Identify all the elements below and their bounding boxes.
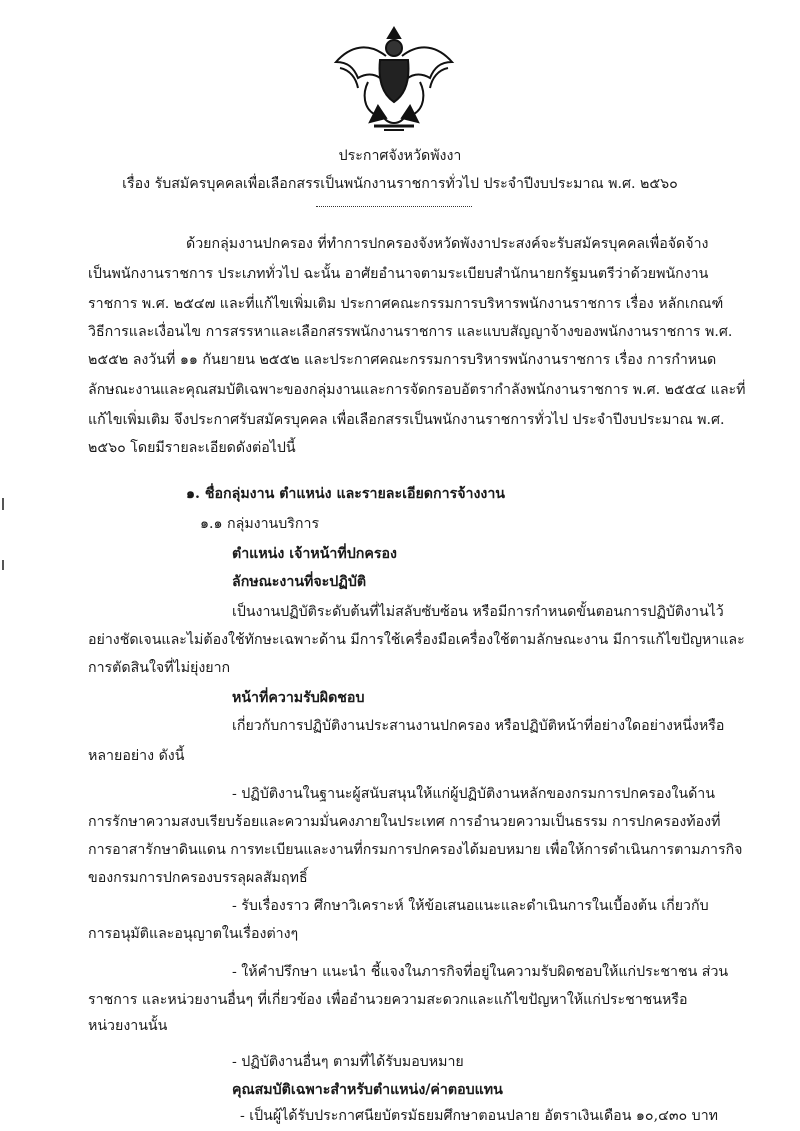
intro-line: ๒๕๖๐ โดยมีรายละเอียดดังต่อไปนี้: [88, 440, 296, 456]
duty-item-line: - ปฏิบัติงานในฐานะผู้สนับสนุนให้แก่ผู้ปฏิบัติงานหลักของกรมการปกครองในด้าน: [232, 786, 715, 802]
position-title: ตำแหน่ง เจ้าหน้าที่ปกครอง: [232, 546, 397, 562]
scan-edge-mark: [2, 560, 4, 570]
duty-item-line: การรักษาความสงบเรียบร้อยและความมั่นคงภายในประเทศ การอำนวยความเป็นธรรม การปกครองท้องที่: [88, 814, 721, 830]
qualification-heading: คุณสมบัติเฉพาะสำหรับตำแหน่ง/ค่าตอบแทน: [232, 1082, 503, 1098]
intro-line: แก้ไขเพิ่มเติม จึงประกาศรับสมัครบุคคล เพื่อเลือกสรรเป็นพนักงานราชการทั่วไป ประจำปีงบประมาณ พ.ศ.: [88, 412, 725, 428]
duties-intro-line: หลายอย่าง ดังนี้: [88, 748, 185, 764]
subsection-heading: ๑.๑ กลุ่มงานบริการ: [200, 516, 320, 532]
document-title: ประกาศจังหวัดพังงา: [338, 148, 462, 164]
duty-item-line: - ปฏิบัติงานอื่นๆ ตามที่ได้รับมอบหมาย: [232, 1054, 464, 1070]
intro-line: เป็นพนักงานราชการ ประเภททั่วไป ฉะนั้น อาศัยอำนาจตามระเบียบสำนักนายกรัฐมนตรีว่าด้วยพนักงาน: [88, 266, 709, 282]
intro-line: ราชการ พ.ศ. ๒๕๔๗ และที่แก้ไขเพิ่มเติม ประกาศคณะกรรมการบริหารพนักงานราชการ เรื่อง หลักเกณฑ์: [88, 296, 724, 312]
duty-item-line: การอาสารักษาดินแดน การทะเบียนและงานที่กรมการปกครองได้มอบหมาย เพื่อให้การดำเนินการตามภารกิจ: [88, 842, 743, 858]
duties-intro-line: เกี่ยวกับการปฏิบัติงานประสานงานปกครอง หรือปฏิบัติหน้าที่อย่างใดอย่างหนึ่งหรือ: [232, 718, 725, 734]
duty-item-line: - รับเรื่องราว ศึกษาวิเคราะห์ ให้ข้อเสนอแนะและดำเนินการในเบื้องต้น เกี่ยวกับ: [232, 898, 709, 914]
intro-line: วิธีการและเงื่อนไข การสรรหาและเลือกสรรพนักงานราชการ และแบบสัญญาจ้างของพนักงานราชการ พ.ศ.: [88, 324, 733, 340]
work-nature-line: เป็นงานปฏิบัติระดับต้นที่ไม่สลับซับซ้อน หรือมีการกำหนดขั้นตอนการปฏิบัติงานไว้: [232, 604, 724, 620]
qualification-line: - เป็นผู้ได้รับประกาศนียบัตรมัธยมศึกษาตอนปลาย อัตราเงินเดือน ๑๐,๔๓๐ บาท: [240, 1108, 719, 1124]
work-nature-line: อย่างชัดเจนและไม่ต้องใช้ทักษะเฉพาะด้าน มีการใช้เครื่องมือเครื่องใช้ตามลักษณะงาน มีการแก้ไขปัญหาและ: [88, 632, 745, 648]
duty-item-line: หน่วยงานนั้น: [88, 1018, 168, 1034]
document-subject: เรื่อง รับสมัครบุคคลเพื่อเลือกสรรเป็นพนักงานราชการทั่วไป ประจำปีงบประมาณ พ.ศ. ๒๕๖๐: [122, 176, 678, 192]
work-nature-line: การตัดสินใจที่ไม่ยุ่งยาก: [88, 660, 231, 676]
dotted-divider: [316, 206, 472, 207]
duties-heading: หน้าที่ความรับผิดชอบ: [232, 690, 365, 706]
intro-line: ด้วยกลุ่มงานปกครอง ที่ทำการปกครองจังหวัดพังงาประสงค์จะรับสมัครบุคคลเพื่อจัดจ้าง: [186, 236, 709, 252]
duty-item-line: - ให้คำปรึกษา แนะนำ ชี้แจงในภารกิจที่อยู่ในความรับผิดชอบให้แก่ประชาชน ส่วน: [232, 964, 729, 980]
intro-line: ลักษณะงานและคุณสมบัติเฉพาะของกลุ่มงานและการจัดกรอบอัตรากำลังพนักงานราชการ พ.ศ. ๒๕๕๔ และที่: [88, 382, 746, 398]
duty-item-line: การอนุมัติและอนุญาตในเรื่องต่างๆ: [88, 926, 299, 942]
garuda-emblem: [328, 22, 460, 138]
scan-edge-mark: [2, 498, 4, 510]
duty-item-line: ของกรมการปกครองบรรลุผลสัมฤทธิ์: [88, 870, 308, 886]
intro-line: ๒๕๕๒ ลงวันที่ ๑๑ กันยายน ๒๕๕๒ และประกาศคณะกรรมการบริหารพนักงานราชการ เรื่อง การกำหนด: [88, 352, 717, 368]
section-heading: ๑. ชื่อกลุ่มงาน ตำแหน่ง และรายละเอียดการจ้างงาน: [186, 486, 505, 502]
duty-item-line: ราชการ และหน่วยงานอื่นๆ ที่เกี่ยวข้อง เพื่ออำนวยความสะดวกและแก้ไขปัญหาให้แก่ประชาชนหรือ: [88, 992, 688, 1008]
work-nature-heading: ลักษณะงานที่จะปฏิบัติ: [232, 574, 367, 590]
